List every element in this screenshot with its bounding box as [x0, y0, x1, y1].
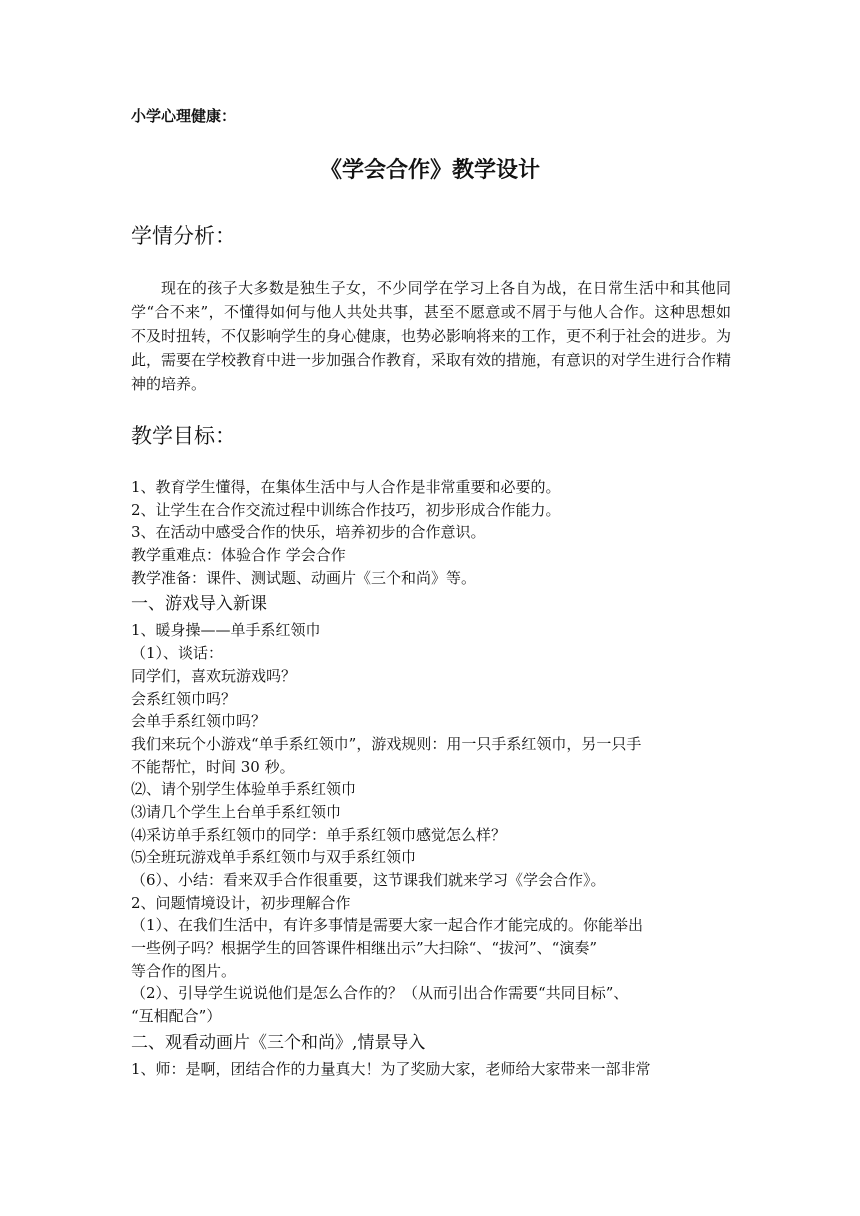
section-heading: 二、观看动画片《三个和尚》,情景导入 — [131, 1032, 426, 1053]
body-line: 我们来玩个小游戏“单手系红领巾”，游戏规则：用一只手系红领巾，另一只手 — [131, 734, 642, 753]
body-line: 不能帮忙，时间 30 秒。 — [131, 757, 295, 776]
body-line: ⑷采访单手系红领巾的同学：单手系红领巾感觉怎么样？ — [131, 825, 507, 844]
section-heading: 一、游戏导入新课 — [131, 594, 267, 615]
goal-item: 2、让学生在合作交流过程中训练合作技巧，初步形成合作能力。 — [131, 500, 561, 519]
body-line: （2）、引导学生说说他们是怎么合作的？（从而引出合作需要“共同目标”、 — [131, 984, 629, 1003]
body-line: ⑵、请个别学生体验单手系红领巾 — [131, 780, 357, 799]
body-line: ⑶请几个学生上台单手系红领巾 — [131, 802, 342, 821]
goal-item: 1、教育学生懂得，在集体生活中与人合作是非常重要和必要的。 — [131, 478, 561, 496]
subject-category: 小学心理健康： — [131, 107, 237, 125]
document-title: 《学会合作》教学设计 — [319, 158, 540, 183]
body-line: （1）、谈话： — [131, 644, 224, 663]
body-line: “互相配合”） — [131, 1007, 222, 1026]
key-points-line: 教学重难点：体验合作 学会合作 — [131, 546, 346, 565]
body-line: （6）、小结：看来双手合作很重要，这节课我们就来学习《学会合作》。 — [131, 871, 606, 889]
body-line: 会系红领巾吗？ — [131, 689, 237, 708]
body-line: 同学们，喜欢玩游戏吗？ — [131, 666, 297, 685]
goal-item: 3、在活动中感受合作的快乐，培养初步的合作意识。 — [131, 523, 486, 542]
body-line: 一些例子吗？根据学生的回答课件相继出示”大扫除“、“拔河”、“演奏” — [131, 939, 598, 958]
analysis-heading: 学情分析： — [131, 224, 236, 248]
body-line: 1、暖身操——单手系红领巾 — [131, 621, 321, 640]
body-line: ⑸全班玩游戏单手系红领巾与双手系红领巾 — [131, 848, 417, 867]
body-line: 2、问题情境设计，初步理解合作 — [131, 893, 351, 912]
analysis-paragraph: 现在的孩子大多数是独生子女，不少同学在学习上各自为战，在日常生活中和其他同学“合不来”，不懂得如何与他人共处共事，甚至不愿意或不屑于与他人合作。这种思想如不及时扭转，不仅影响学生的身心健康，也势必影响将来的工作，更不利于社会的进步。为此，需要在学校教育中进一步加强合作教育，采取有效的措施，有意识的对学生进行合作精神的培养。 — [131, 279, 732, 393]
body-line: 1、师：是啊，团结合作的力量真大！为了奖励大家，老师给大家带来一部非常 — [131, 1059, 651, 1078]
goals-heading: 教学目标： — [131, 424, 236, 448]
lesson-body — [131, 476, 731, 1081]
body-line: 等合作的图片。 — [131, 961, 237, 980]
preparation-line: 教学准备：课件、测试题、动画片《三个和尚》等。 — [131, 568, 477, 587]
body-line: 会单手系红领巾吗？ — [131, 712, 267, 731]
body-line: （1）、在我们生活中，有许多事情是需要大家一起合作才能完成的。你能举出 — [131, 916, 644, 935]
